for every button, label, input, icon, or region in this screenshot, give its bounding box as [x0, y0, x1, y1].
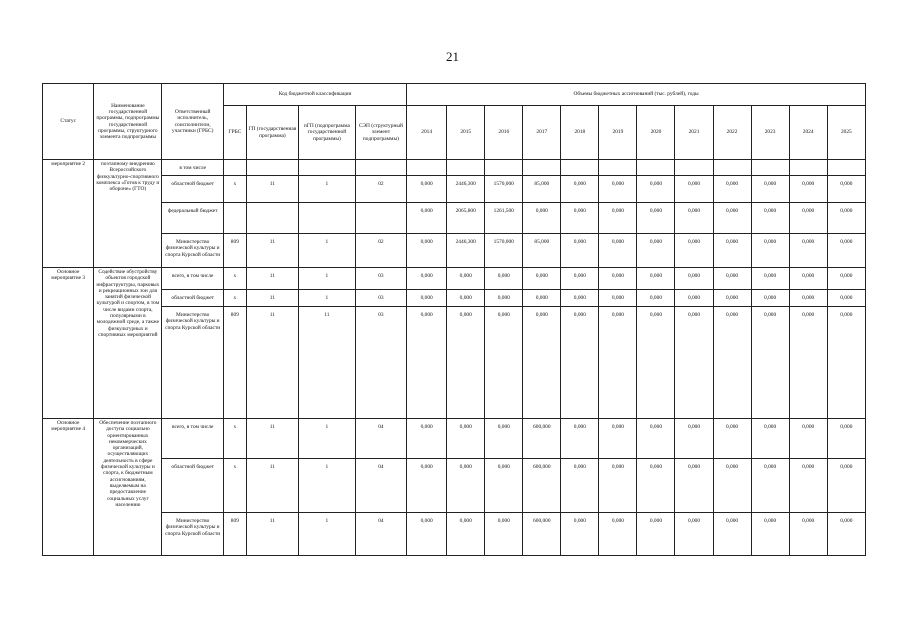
budget-table — [42, 83, 866, 556]
row-value: 0,000 — [675, 268, 713, 290]
row-value: 0,000 — [675, 290, 713, 307]
row-value: 0,000 — [713, 459, 751, 513]
row-value: 0,000 — [789, 234, 827, 268]
row-pgp — [299, 160, 356, 176]
row-grbs: х — [224, 176, 247, 203]
row-value: 0,000 — [599, 459, 637, 513]
row-value — [523, 160, 561, 176]
header-year: 2022 — [713, 106, 751, 160]
header-year: 2018 — [561, 106, 599, 160]
row-value: 85,000 — [523, 176, 561, 203]
row-gp — [246, 160, 298, 176]
row-value: 0,000 — [789, 307, 827, 419]
row-value — [599, 160, 637, 176]
row-value: 0,000 — [485, 419, 523, 459]
row-value: 0,000 — [523, 268, 561, 290]
row-value: 0,000 — [637, 290, 675, 307]
header-volumes: Объемы бюджетных ассигнований (тыс. рублей), годы — [407, 84, 866, 106]
row-value — [485, 160, 523, 176]
header-year: 2020 — [637, 106, 675, 160]
row-grbs — [224, 203, 247, 234]
row-sep — [355, 160, 406, 176]
row-value — [675, 160, 713, 176]
row-value — [561, 160, 599, 176]
row-value: 0,000 — [713, 176, 751, 203]
row-value: 0,000 — [751, 268, 789, 290]
row-value: 0,000 — [637, 268, 675, 290]
row-value: 0,000 — [407, 268, 447, 290]
table-body — [43, 160, 866, 556]
row-responsible: федеральный бюджет — [162, 203, 224, 234]
header-budget-code: Код бюджетной классификации — [224, 84, 407, 106]
row-name: Содействие обустройству объектов городской инфраструктуры, парковых и рекреационных зон для занятий физической культурой и спортом, в том числе видами спорта, популярными в молодежной среде, а также физкультурных и спортивных мероприятий — [94, 268, 162, 419]
row-value: 0,000 — [713, 203, 751, 234]
row-responsible: Министерство физической культуры и спорта Курской области — [162, 513, 224, 556]
row-gp: 11 — [246, 234, 298, 268]
row-value: 0,000 — [637, 234, 675, 268]
table-row — [43, 513, 866, 556]
header-year: 2016 — [485, 106, 523, 160]
row-value: 0,000 — [485, 307, 523, 419]
row-sep: 04 — [355, 513, 406, 556]
row-value: 0,000 — [599, 268, 637, 290]
row-gp: 11 — [246, 290, 298, 307]
row-value: 0,000 — [561, 176, 599, 203]
row-gp: 11 — [246, 459, 298, 513]
row-value: 0,000 — [407, 203, 447, 234]
row-sep: 03 — [355, 290, 406, 307]
row-responsible: всего, в том числе — [162, 268, 224, 290]
row-value: 0,000 — [751, 459, 789, 513]
row-pgp: 1 — [299, 234, 356, 268]
table-row — [43, 419, 866, 459]
row-value: 0,000 — [713, 234, 751, 268]
row-sep: 03 — [355, 268, 406, 290]
row-value: 600,000 — [523, 513, 561, 556]
table-row — [43, 160, 866, 176]
row-value: 0,000 — [751, 234, 789, 268]
header-responsible: Ответственный исполнитель, соисполнители, участники (ГРБС) — [162, 84, 224, 160]
row-value — [637, 160, 675, 176]
row-value: 0,000 — [713, 513, 751, 556]
row-value: 0,000 — [751, 176, 789, 203]
table-row — [43, 307, 866, 419]
row-value: 0,000 — [485, 513, 523, 556]
row-value: 0,000 — [523, 307, 561, 419]
row-value: 0,000 — [561, 513, 599, 556]
row-value — [407, 160, 447, 176]
header-year: 2024 — [789, 106, 827, 160]
row-value: 0,000 — [599, 290, 637, 307]
row-pgp — [299, 203, 356, 234]
row-value: 0,000 — [751, 307, 789, 419]
row-gp — [246, 203, 298, 234]
row-value: 0,000 — [637, 513, 675, 556]
row-value: 0,000 — [599, 513, 637, 556]
table-row — [43, 268, 866, 290]
row-sep — [355, 203, 406, 234]
header-year: 2015 — [447, 106, 485, 160]
header-gp: ГП (государственная программа) — [246, 106, 298, 160]
row-value: 0,000 — [751, 203, 789, 234]
row-value — [827, 160, 865, 176]
row-value: 2446,300 — [447, 234, 485, 268]
row-value: 0,000 — [561, 234, 599, 268]
row-value: 1570,000 — [485, 234, 523, 268]
header-grbs: ГРБС — [224, 106, 247, 160]
row-value — [751, 160, 789, 176]
row-responsible: в том числе — [162, 160, 224, 176]
row-grbs: х — [224, 290, 247, 307]
row-value: 0,000 — [447, 307, 485, 419]
row-value: 0,000 — [407, 234, 447, 268]
row-value: 0,000 — [599, 203, 637, 234]
row-value: 0,000 — [827, 203, 865, 234]
row-responsible: всего, в том числе — [162, 419, 224, 459]
row-value: 2446,300 — [447, 176, 485, 203]
row-value: 0,000 — [637, 176, 675, 203]
row-value — [789, 160, 827, 176]
table-row — [43, 459, 866, 513]
row-value — [713, 160, 751, 176]
row-value: 0,000 — [561, 290, 599, 307]
header-year: 2021 — [675, 106, 713, 160]
row-value: 0,000 — [675, 234, 713, 268]
row-value: 0,000 — [675, 307, 713, 419]
row-gp: 11 — [246, 176, 298, 203]
row-pgp: 11 — [299, 307, 356, 419]
row-value: 0,000 — [675, 203, 713, 234]
row-value: 600,000 — [523, 419, 561, 459]
table-row — [43, 234, 866, 268]
row-grbs: 809 — [224, 307, 247, 419]
row-value: 0,000 — [827, 234, 865, 268]
row-value: 0,000 — [561, 307, 599, 419]
row-value: 0,000 — [789, 268, 827, 290]
row-gp: 11 — [246, 307, 298, 419]
row-value: 0,000 — [675, 513, 713, 556]
row-pgp: 1 — [299, 459, 356, 513]
row-value: 0,000 — [407, 290, 447, 307]
table-header — [43, 84, 866, 160]
row-value: 0,000 — [407, 307, 447, 419]
row-value: 2065,800 — [447, 203, 485, 234]
row-pgp: 1 — [299, 268, 356, 290]
row-value: 0,000 — [751, 290, 789, 307]
row-value: 0,000 — [447, 513, 485, 556]
row-value: 0,000 — [789, 290, 827, 307]
row-value: 0,000 — [827, 459, 865, 513]
row-sep: 02 — [355, 234, 406, 268]
row-value: 0,000 — [713, 290, 751, 307]
row-status: мероприятие 2 — [43, 160, 94, 268]
row-name: Обеспечение поэтапного доступа социально ориентированных некоммерческих организаций, осуществляющих деятельность в сфере физической культуры и спорта, к бюджетным ассигнованиям, выделяемым на предоставление социальных услуг населению — [94, 419, 162, 556]
row-value: 0,000 — [485, 290, 523, 307]
row-value: 0,000 — [827, 268, 865, 290]
header-year: 2017 — [523, 106, 561, 160]
row-status: Основное мероприятие 3 — [43, 268, 94, 419]
row-value: 0,000 — [599, 307, 637, 419]
row-value: 0,000 — [637, 419, 675, 459]
row-grbs: 809 — [224, 234, 247, 268]
row-responsible: областной бюджет — [162, 176, 224, 203]
row-value: 0,000 — [675, 176, 713, 203]
row-value: 0,000 — [713, 419, 751, 459]
table-row — [43, 203, 866, 234]
row-value: 0,000 — [599, 419, 637, 459]
row-sep: 04 — [355, 419, 406, 459]
row-value: 0,000 — [789, 203, 827, 234]
row-value: 0,000 — [447, 290, 485, 307]
row-sep: 03 — [355, 307, 406, 419]
row-value: 0,000 — [789, 513, 827, 556]
table-row — [43, 176, 866, 203]
row-value: 0,000 — [827, 513, 865, 556]
row-grbs: х — [224, 459, 247, 513]
row-value: 0,000 — [713, 307, 751, 419]
row-responsible: Министерство физической культуры и спорта Курской области — [162, 234, 224, 268]
row-value: 0,000 — [407, 419, 447, 459]
row-value: 1570,000 — [485, 176, 523, 203]
row-value: 0,000 — [485, 268, 523, 290]
row-value: 0,000 — [713, 268, 751, 290]
row-value: 0,000 — [637, 307, 675, 419]
row-value: 0,000 — [599, 176, 637, 203]
row-value: 0,000 — [675, 419, 713, 459]
row-value: 0,000 — [827, 290, 865, 307]
row-value: 0,000 — [407, 176, 447, 203]
row-value: 0,000 — [827, 176, 865, 203]
row-pgp: 1 — [299, 176, 356, 203]
row-value: 0,000 — [789, 419, 827, 459]
header-status: Статус — [43, 84, 94, 160]
row-value: 0,000 — [599, 234, 637, 268]
row-value: 0,000 — [561, 459, 599, 513]
header-year: 2014 — [407, 106, 447, 160]
row-value: 0,000 — [485, 459, 523, 513]
header-year: 2025 — [827, 106, 865, 160]
row-value: 0,000 — [751, 513, 789, 556]
row-gp: 11 — [246, 268, 298, 290]
row-value: 0,000 — [827, 419, 865, 459]
row-grbs: 809 — [224, 513, 247, 556]
row-value: 0,000 — [789, 459, 827, 513]
row-pgp: 1 — [299, 419, 356, 459]
header-sep: СЭП (структурный элемент подпрограммы) — [355, 106, 406, 160]
row-gp: 11 — [246, 513, 298, 556]
header-year: 2023 — [751, 106, 789, 160]
header-name: Наименование государственной программы, подпрограммы государственной программы, структурного элемента подпрограммы — [94, 84, 162, 160]
row-value: 0,000 — [561, 268, 599, 290]
row-value: 0,000 — [447, 419, 485, 459]
row-value: 0,000 — [637, 203, 675, 234]
row-value: 0,000 — [561, 203, 599, 234]
row-responsible: областной бюджет — [162, 459, 224, 513]
row-grbs: х — [224, 268, 247, 290]
row-value: 0,000 — [407, 459, 447, 513]
row-sep: 04 — [355, 459, 406, 513]
table-row — [43, 290, 866, 307]
row-value: 0,000 — [827, 307, 865, 419]
row-value: 0,000 — [523, 290, 561, 307]
header-year: 2019 — [599, 106, 637, 160]
row-grbs: х — [224, 419, 247, 459]
row-value: 0,000 — [407, 513, 447, 556]
row-value: 0,000 — [447, 459, 485, 513]
row-value: 0,000 — [561, 419, 599, 459]
row-value: 0,000 — [751, 419, 789, 459]
row-value: 0,000 — [675, 459, 713, 513]
row-value: 0,000 — [637, 459, 675, 513]
row-value: 85,000 — [523, 234, 561, 268]
row-pgp: 1 — [299, 513, 356, 556]
row-name: поэтапному внедрению Всероссийского физкультурно-спортивного комплекса «Готов к труду и обороне» (ГТО) — [94, 160, 162, 268]
row-value — [447, 160, 485, 176]
row-gp: 11 — [246, 419, 298, 459]
row-status: Основное мероприятие 4 — [43, 419, 94, 556]
row-value: 0,000 — [523, 203, 561, 234]
row-responsible: областной бюджет — [162, 290, 224, 307]
row-value: 600,000 — [523, 459, 561, 513]
row-value: 0,000 — [447, 268, 485, 290]
row-value: 1261,500 — [485, 203, 523, 234]
row-sep: 02 — [355, 176, 406, 203]
row-grbs — [224, 160, 247, 176]
row-responsible: Министерство физической культуры и спорта Курской области — [162, 307, 224, 419]
row-value: 0,000 — [789, 176, 827, 203]
page-number: 21 — [446, 49, 459, 64]
header-pgp: пГП (подпрограмма государственной программы) — [299, 106, 356, 160]
row-pgp: 1 — [299, 290, 356, 307]
